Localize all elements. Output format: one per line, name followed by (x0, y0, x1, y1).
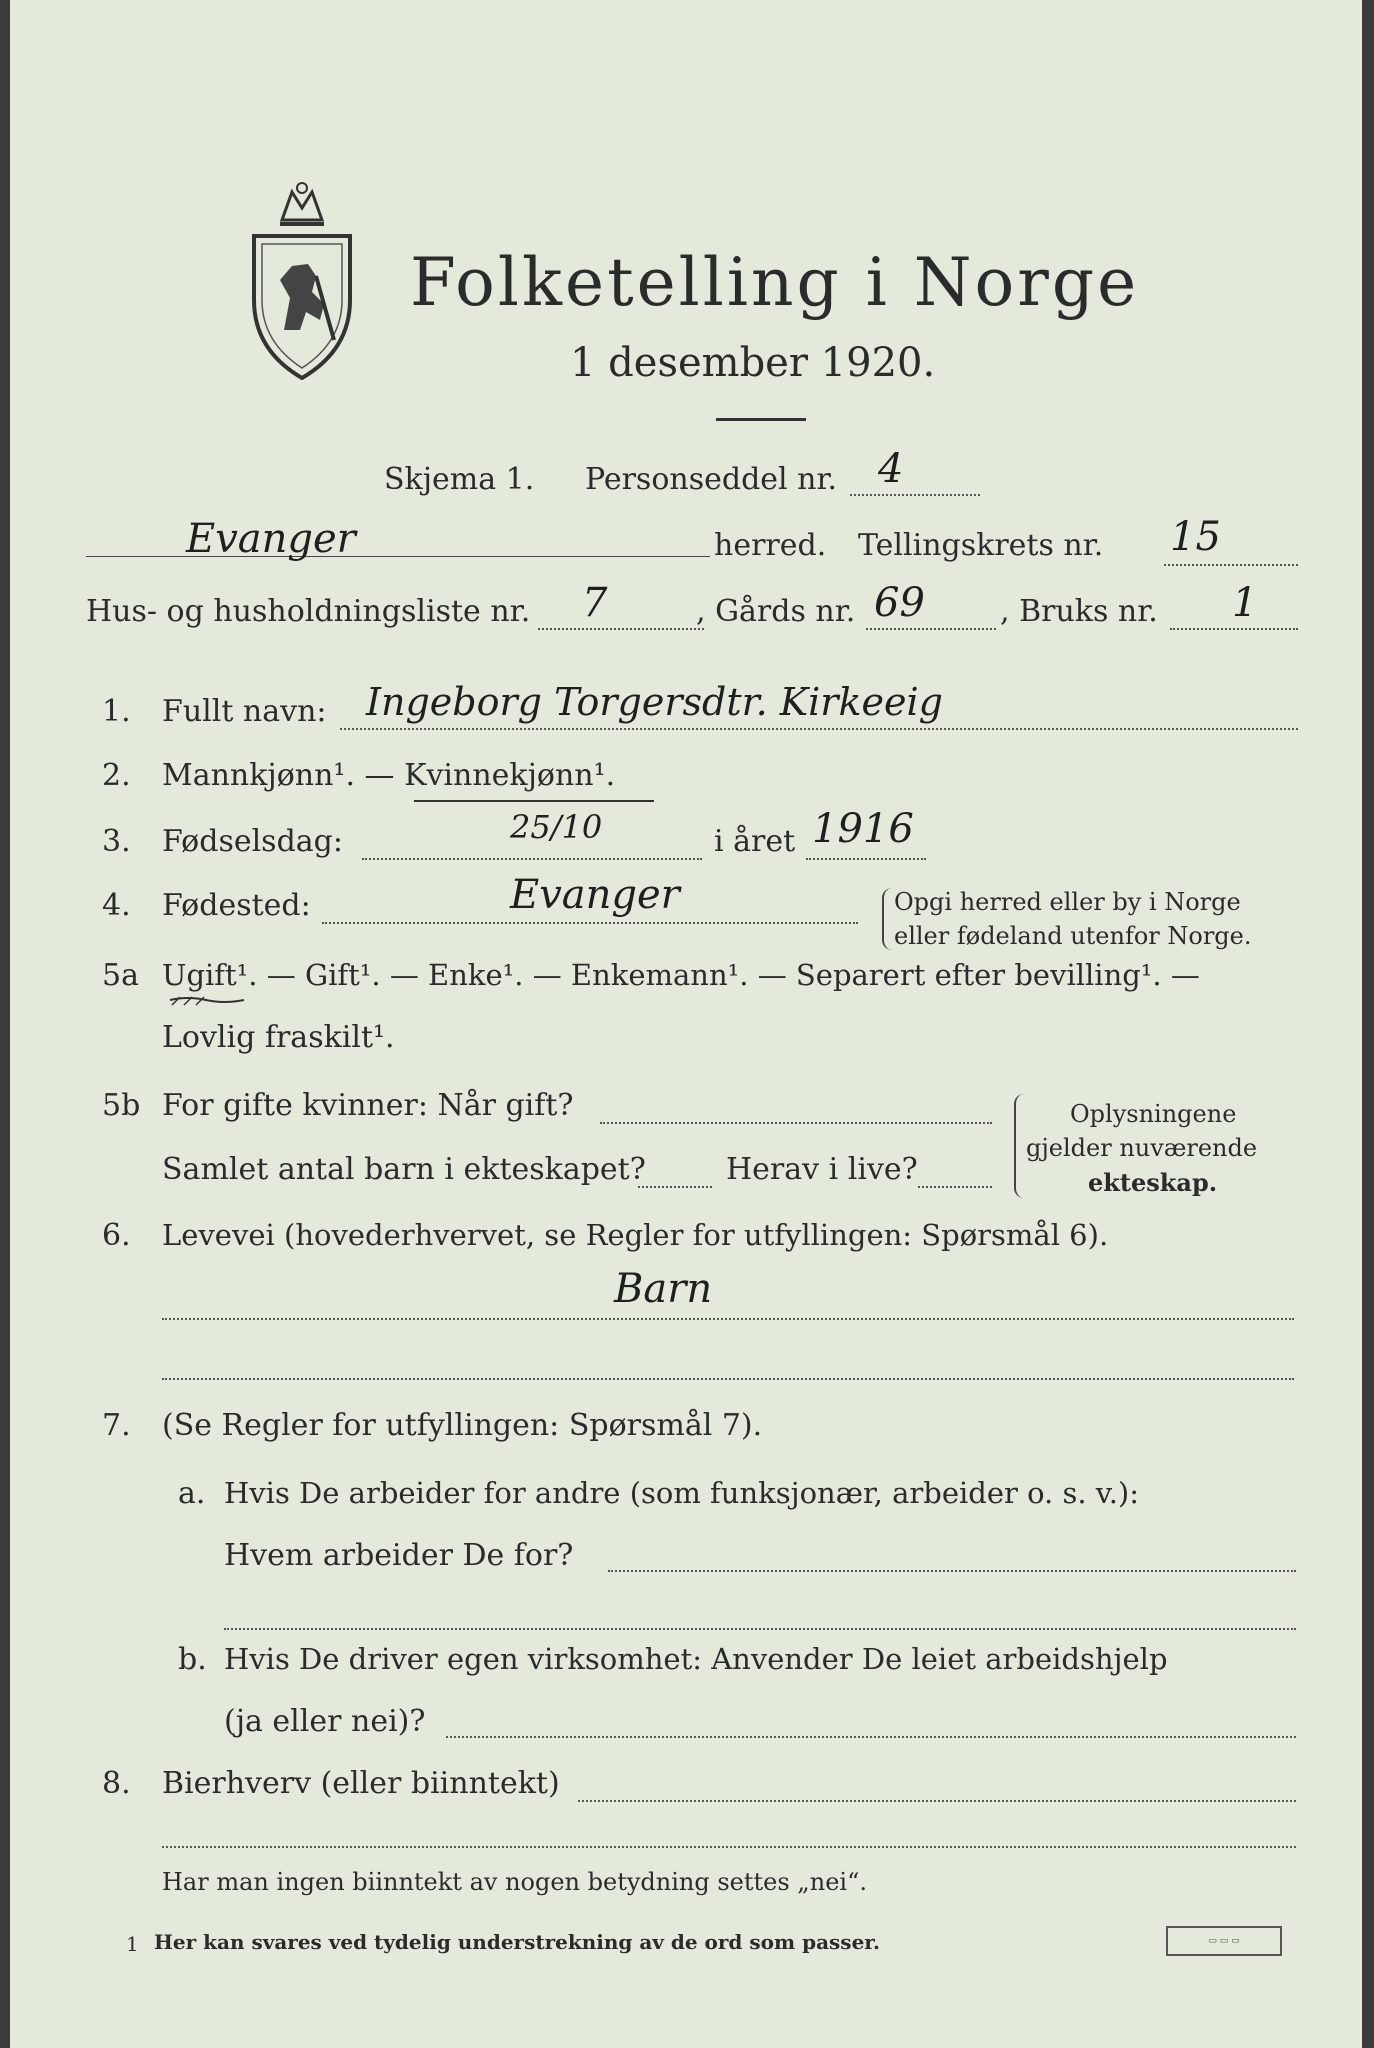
census-form-page (10, 0, 1362, 2048)
tellingskrets-label: Tellingskrets nr. (858, 528, 1104, 563)
kvinnekjonn-underline (414, 800, 654, 802)
q2-label: Mannkjønn¹. — Kvinnekjønn¹. (162, 758, 616, 793)
husliste-field[interactable] (538, 628, 704, 630)
q5b-note-line2: gjelder nuværende (1026, 1134, 1258, 1162)
q3-label: Fødselsdag: (162, 824, 343, 859)
children-alive-field[interactable] (918, 1186, 992, 1188)
printer-stamp: ▭ ▭ ▭ (1166, 1926, 1282, 1956)
q4-note-line1: Opgi herred eller by i Norge (894, 888, 1241, 916)
bruks-field[interactable] (1170, 628, 1298, 630)
gards-label: , Gårds nr. (696, 594, 856, 629)
personseddel-label: Personseddel nr. (585, 462, 838, 497)
census-date: 1 desember 1920. (570, 340, 936, 386)
q5a-options-line2: Lovlig fraskilt¹. (162, 1020, 395, 1055)
q7-number: 7. (102, 1408, 131, 1443)
q5a-options: Ugift¹. — Gift¹. — Enke¹. — Enkemann¹. — Separert efter bevilling¹. — (162, 958, 1200, 992)
husliste-label: Hus- og husholdningsliste nr. (86, 594, 531, 629)
q7b-line1: Hvis De driver egen virksomhet: Anvender De leiet arbeidshjelp (224, 1642, 1168, 1676)
q5b-number: 5b (102, 1088, 141, 1123)
q5a-number: 5a (102, 958, 139, 993)
form-title: Folketelling i Norge (410, 244, 1140, 321)
employer-field-2[interactable] (224, 1628, 1296, 1630)
employer-field[interactable] (608, 1570, 1296, 1572)
q3-number: 3. (102, 824, 131, 859)
full-name-value: Ingeborg Torgersdtr. Kirkeeig (366, 680, 943, 724)
personseddel-field[interactable] (850, 494, 980, 496)
q5b-note-line1: Oplysningene (1070, 1100, 1237, 1128)
q8-note: Har man ingen biinntekt av nogen betydning settes „nei“. (162, 1868, 867, 1896)
q1-number: 1. (102, 694, 131, 729)
q7b-line2: (ja eller nei)? (224, 1704, 426, 1739)
tellingskrets-value: 15 (1170, 514, 1221, 560)
q5b-children-label: Samlet antal barn i ekteskapet? (162, 1152, 646, 1187)
q5b-alive-label: Herav i live? (726, 1152, 918, 1187)
side-income-field[interactable] (578, 1800, 1296, 1802)
side-income-field-2[interactable] (162, 1846, 1296, 1848)
personseddel-value: 4 (878, 446, 904, 492)
birthplace-value: Evanger (510, 872, 680, 918)
birthdate-field[interactable] (362, 858, 702, 860)
q7a-letter: a. (178, 1476, 206, 1511)
footnote-mark: 1 (126, 1932, 139, 1956)
ugift-underline-mark (168, 994, 248, 1008)
herred-value: Evanger (186, 516, 356, 562)
married-when-field[interactable] (600, 1122, 992, 1124)
q5b-label: For gifte kvinner: Når gift? (162, 1088, 574, 1123)
children-total-field[interactable] (638, 1186, 712, 1188)
birthplace-field[interactable] (322, 922, 858, 924)
occupation-field-2[interactable] (162, 1378, 1294, 1380)
q4-number: 4. (102, 888, 131, 923)
birth-year-field[interactable] (806, 858, 926, 860)
skjema-label: Skjema 1. (384, 462, 535, 497)
herred-label: herred. (714, 528, 827, 563)
q7a-line1: Hvis De arbeider for andre (som funksjonær, arbeider o. s. v.): (224, 1476, 1140, 1510)
q2-number: 2. (102, 758, 131, 793)
gards-value: 69 (874, 580, 925, 626)
q7a-line2: Hvem arbeider De for? (224, 1538, 574, 1573)
q8-label: Bierhverv (eller biinntekt) (162, 1766, 560, 1801)
q5b-brace (1014, 1094, 1026, 1198)
q8-number: 8. (102, 1766, 131, 1801)
husliste-value: 7 (582, 580, 608, 626)
bruks-value: 1 (1232, 580, 1258, 626)
q6-number: 6. (102, 1218, 131, 1253)
q7b-letter: b. (178, 1642, 207, 1677)
q4-note-line2: eller fødeland utenfor Norge. (894, 922, 1252, 950)
herred-field[interactable] (86, 556, 710, 557)
birth-year-label: i året (714, 824, 796, 859)
tellingskrets-field[interactable] (1164, 564, 1298, 566)
q4-label: Fødested: (162, 888, 311, 923)
q5b-note-line3: ekteskap. (1088, 1168, 1218, 1197)
norway-coat-of-arms-icon (242, 180, 362, 380)
footnote-text: Her kan svares ved tydelig understrekning av de ord som passer. (154, 1930, 880, 1954)
occupation-field[interactable] (162, 1318, 1294, 1320)
occupation-value: Barn (614, 1266, 713, 1312)
q1-label: Fullt navn: (162, 694, 327, 729)
birthdate-value: 25/10 (510, 808, 603, 846)
q7-label: (Se Regler for utfyllingen: Spørsmål 7). (162, 1408, 763, 1443)
title-divider (716, 418, 806, 421)
q4-brace (882, 888, 892, 950)
birth-year-value: 1916 (812, 806, 914, 852)
hired-help-field[interactable] (446, 1736, 1296, 1738)
q6-label: Levevei (hovederhvervet, se Regler for utfyllingen: Spørsmål 6). (162, 1218, 1109, 1252)
gards-field[interactable] (866, 628, 996, 630)
bruks-label: , Bruks nr. (1000, 594, 1158, 629)
full-name-field[interactable] (340, 728, 1298, 730)
